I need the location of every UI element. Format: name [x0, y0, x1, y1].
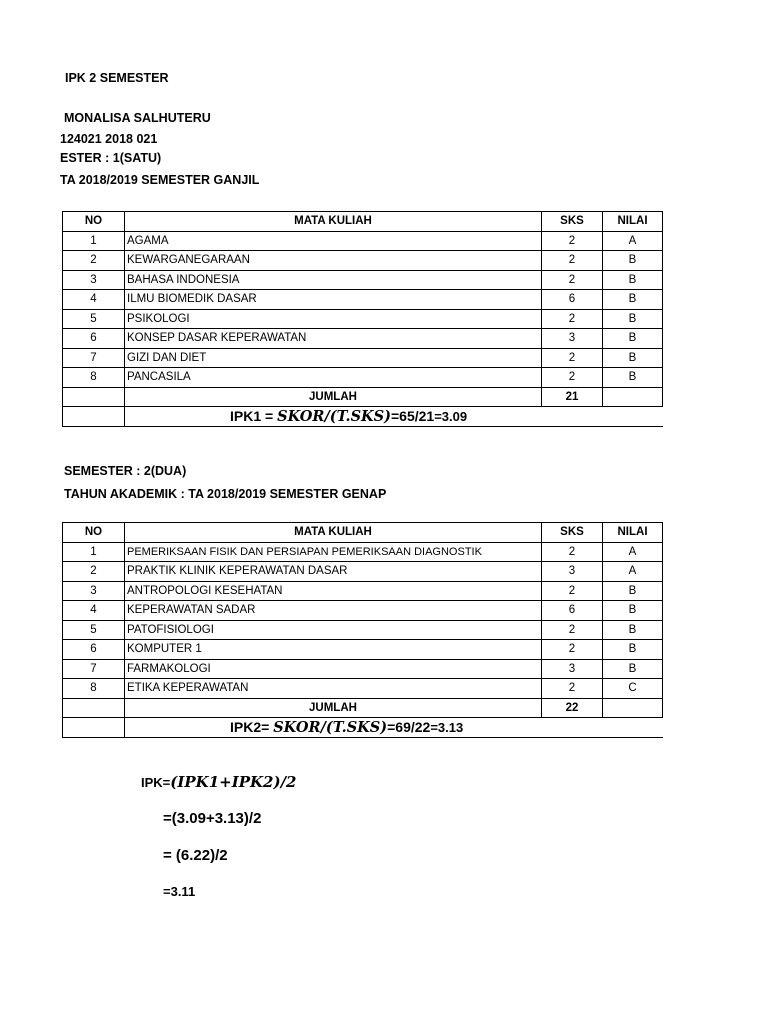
- row-no: 5: [63, 309, 125, 329]
- column-grade: NILAI: [603, 523, 663, 543]
- row-grade: B: [603, 348, 663, 368]
- column-sks: SKS: [542, 523, 603, 543]
- row-sks: 2: [542, 542, 603, 562]
- row-grade: C: [603, 679, 663, 699]
- row-course: GIZI DAN DIET: [125, 348, 542, 368]
- ipk-row: [63, 718, 663, 738]
- final-expression: (IPK1+IPK2)/2: [170, 773, 297, 791]
- row-course: ANTROPOLOGI KESEHATAN: [125, 581, 542, 601]
- row-course: KOMPUTER 1: [125, 640, 542, 660]
- row-no: 8: [63, 679, 125, 699]
- row-grade: B: [603, 659, 663, 679]
- row-no: 5: [63, 620, 125, 640]
- row-sks: 2: [542, 231, 603, 251]
- column-no: NO: [63, 212, 125, 232]
- academic-year-1: TA 2018/2019 SEMESTER GANJIL: [60, 173, 260, 187]
- row-no: 6: [63, 640, 125, 660]
- total-empty-cell: [63, 387, 125, 407]
- row-course: PANCASILA: [125, 368, 542, 388]
- final-ipk-formula: [141, 773, 296, 791]
- row-course: AGAMA: [125, 231, 542, 251]
- ipk-empty-cell: [63, 718, 125, 738]
- table-row: [63, 562, 663, 582]
- ipk1-formula: [125, 407, 663, 427]
- table-row: [63, 659, 663, 679]
- row-course: ETIKA KEPERAWATAN: [125, 679, 542, 699]
- row-course: KONSEP DASAR KEPERAWATAN: [125, 329, 542, 349]
- row-no: 1: [63, 542, 125, 562]
- academic-year-2: TAHUN AKADEMIK : TA 2018/2019 SEMESTER GENAP: [64, 487, 387, 501]
- row-sks: 3: [542, 562, 603, 582]
- column-grade: NILAI: [603, 212, 663, 232]
- ipk1-expression: SKOR/(T.SKS): [277, 408, 391, 425]
- ipk2-expression: SKOR/(T.SKS): [273, 719, 388, 736]
- row-sks: 6: [542, 601, 603, 621]
- row-grade: A: [603, 542, 663, 562]
- row-no: 7: [63, 659, 125, 679]
- row-course: PEMERIKSAAN FISIK DAN PERSIAPAN PEMERIKSAAN DIAGNOSTIK: [125, 542, 542, 562]
- row-grade: B: [603, 368, 663, 388]
- table-row: [63, 601, 663, 621]
- row-sks: 2: [542, 620, 603, 640]
- row-sks: 2: [542, 679, 603, 699]
- total-grade-cell: [603, 698, 663, 718]
- table-row: [63, 620, 663, 640]
- row-grade: B: [603, 329, 663, 349]
- semester-2-table: [62, 522, 663, 738]
- row-sks: 2: [542, 581, 603, 601]
- ipk1-prefix: IPK1 =: [230, 408, 278, 424]
- row-no: 8: [63, 368, 125, 388]
- row-grade: B: [603, 290, 663, 310]
- document-title: IPK 2 SEMESTER: [65, 71, 169, 85]
- column-course: MATA KULIAH: [125, 523, 542, 543]
- total-label: JUMLAH: [125, 698, 542, 718]
- total-sks: 22: [542, 698, 603, 718]
- table-row: [63, 679, 663, 699]
- row-sks: 6: [542, 290, 603, 310]
- table-row: [63, 368, 663, 388]
- ipk2-result: =3.13: [430, 720, 464, 735]
- row-course: BAHASA INDONESIA: [125, 270, 542, 290]
- row-grade: B: [603, 270, 663, 290]
- table-header-row: [63, 212, 663, 232]
- table-row: [63, 309, 663, 329]
- row-course: PATOFISIOLOGI: [125, 620, 542, 640]
- total-sks: 21: [542, 387, 603, 407]
- row-no: 7: [63, 348, 125, 368]
- row-grade: B: [603, 309, 663, 329]
- row-no: 2: [63, 562, 125, 582]
- row-no: 3: [63, 270, 125, 290]
- final-step-2: = (6.22)/2: [163, 847, 228, 864]
- row-course: KEWARGANEGARAAN: [125, 251, 542, 271]
- row-sks: 2: [542, 348, 603, 368]
- row-no: 1: [63, 231, 125, 251]
- column-sks: SKS: [542, 212, 603, 232]
- row-course: ILMU BIOMEDIK DASAR: [125, 290, 542, 310]
- table-row: [63, 231, 663, 251]
- row-no: 4: [63, 601, 125, 621]
- total-label: JUMLAH: [125, 387, 542, 407]
- student-name: MONALISA SALHUTERU: [64, 111, 211, 125]
- table-row: [63, 270, 663, 290]
- table-row: [63, 290, 663, 310]
- semester-1-table: [62, 211, 663, 427]
- row-course: PSIKOLOGI: [125, 309, 542, 329]
- total-grade-cell: [603, 387, 663, 407]
- row-no: 3: [63, 581, 125, 601]
- row-sks: 3: [542, 659, 603, 679]
- row-grade: B: [603, 620, 663, 640]
- table-header-row: [63, 523, 663, 543]
- ipk2-fraction: =69/22: [387, 719, 431, 735]
- table-row: [63, 581, 663, 601]
- ipk1-fraction: =65/21: [391, 408, 435, 424]
- semester-1-label: ESTER : 1(SATU): [60, 151, 162, 165]
- row-grade: B: [603, 251, 663, 271]
- table-row: [63, 640, 663, 660]
- final-step-1: =(3.09+3.13)/2: [163, 810, 262, 827]
- ipk2-prefix: IPK2=: [230, 719, 274, 735]
- ipk-row: [63, 407, 663, 427]
- row-sks: 2: [542, 270, 603, 290]
- final-prefix: IPK=: [141, 775, 171, 790]
- total-row: [63, 387, 663, 407]
- row-sks: 2: [542, 309, 603, 329]
- row-sks: 2: [542, 640, 603, 660]
- row-course: FARMAKOLOGI: [125, 659, 542, 679]
- semester-2-label: SEMESTER : 2(DUA): [64, 464, 187, 478]
- row-no: 4: [63, 290, 125, 310]
- ipk-empty-cell: [63, 407, 125, 427]
- total-empty-cell: [63, 698, 125, 718]
- row-sks: 2: [542, 251, 603, 271]
- table-row: [63, 542, 663, 562]
- row-grade: B: [603, 581, 663, 601]
- row-grade: B: [603, 640, 663, 660]
- ipk2-formula: [125, 718, 663, 738]
- student-id: 124021 2018 021: [60, 132, 158, 146]
- column-course: MATA KULIAH: [125, 212, 542, 232]
- row-course: PRAKTIK KLINIK KEPERAWATAN DASAR: [125, 562, 542, 582]
- row-grade: A: [603, 562, 663, 582]
- total-row: [63, 698, 663, 718]
- row-sks: 3: [542, 329, 603, 349]
- table-row: [63, 251, 663, 271]
- row-sks: 2: [542, 368, 603, 388]
- column-no: NO: [63, 523, 125, 543]
- row-grade: B: [603, 601, 663, 621]
- table-row: [63, 329, 663, 349]
- row-no: 2: [63, 251, 125, 271]
- final-result: =3.11: [163, 884, 196, 899]
- table-row: [63, 348, 663, 368]
- ipk1-result: =3.09: [434, 409, 468, 424]
- row-grade: A: [603, 231, 663, 251]
- row-no: 6: [63, 329, 125, 349]
- row-course: KEPERAWATAN SADAR: [125, 601, 542, 621]
